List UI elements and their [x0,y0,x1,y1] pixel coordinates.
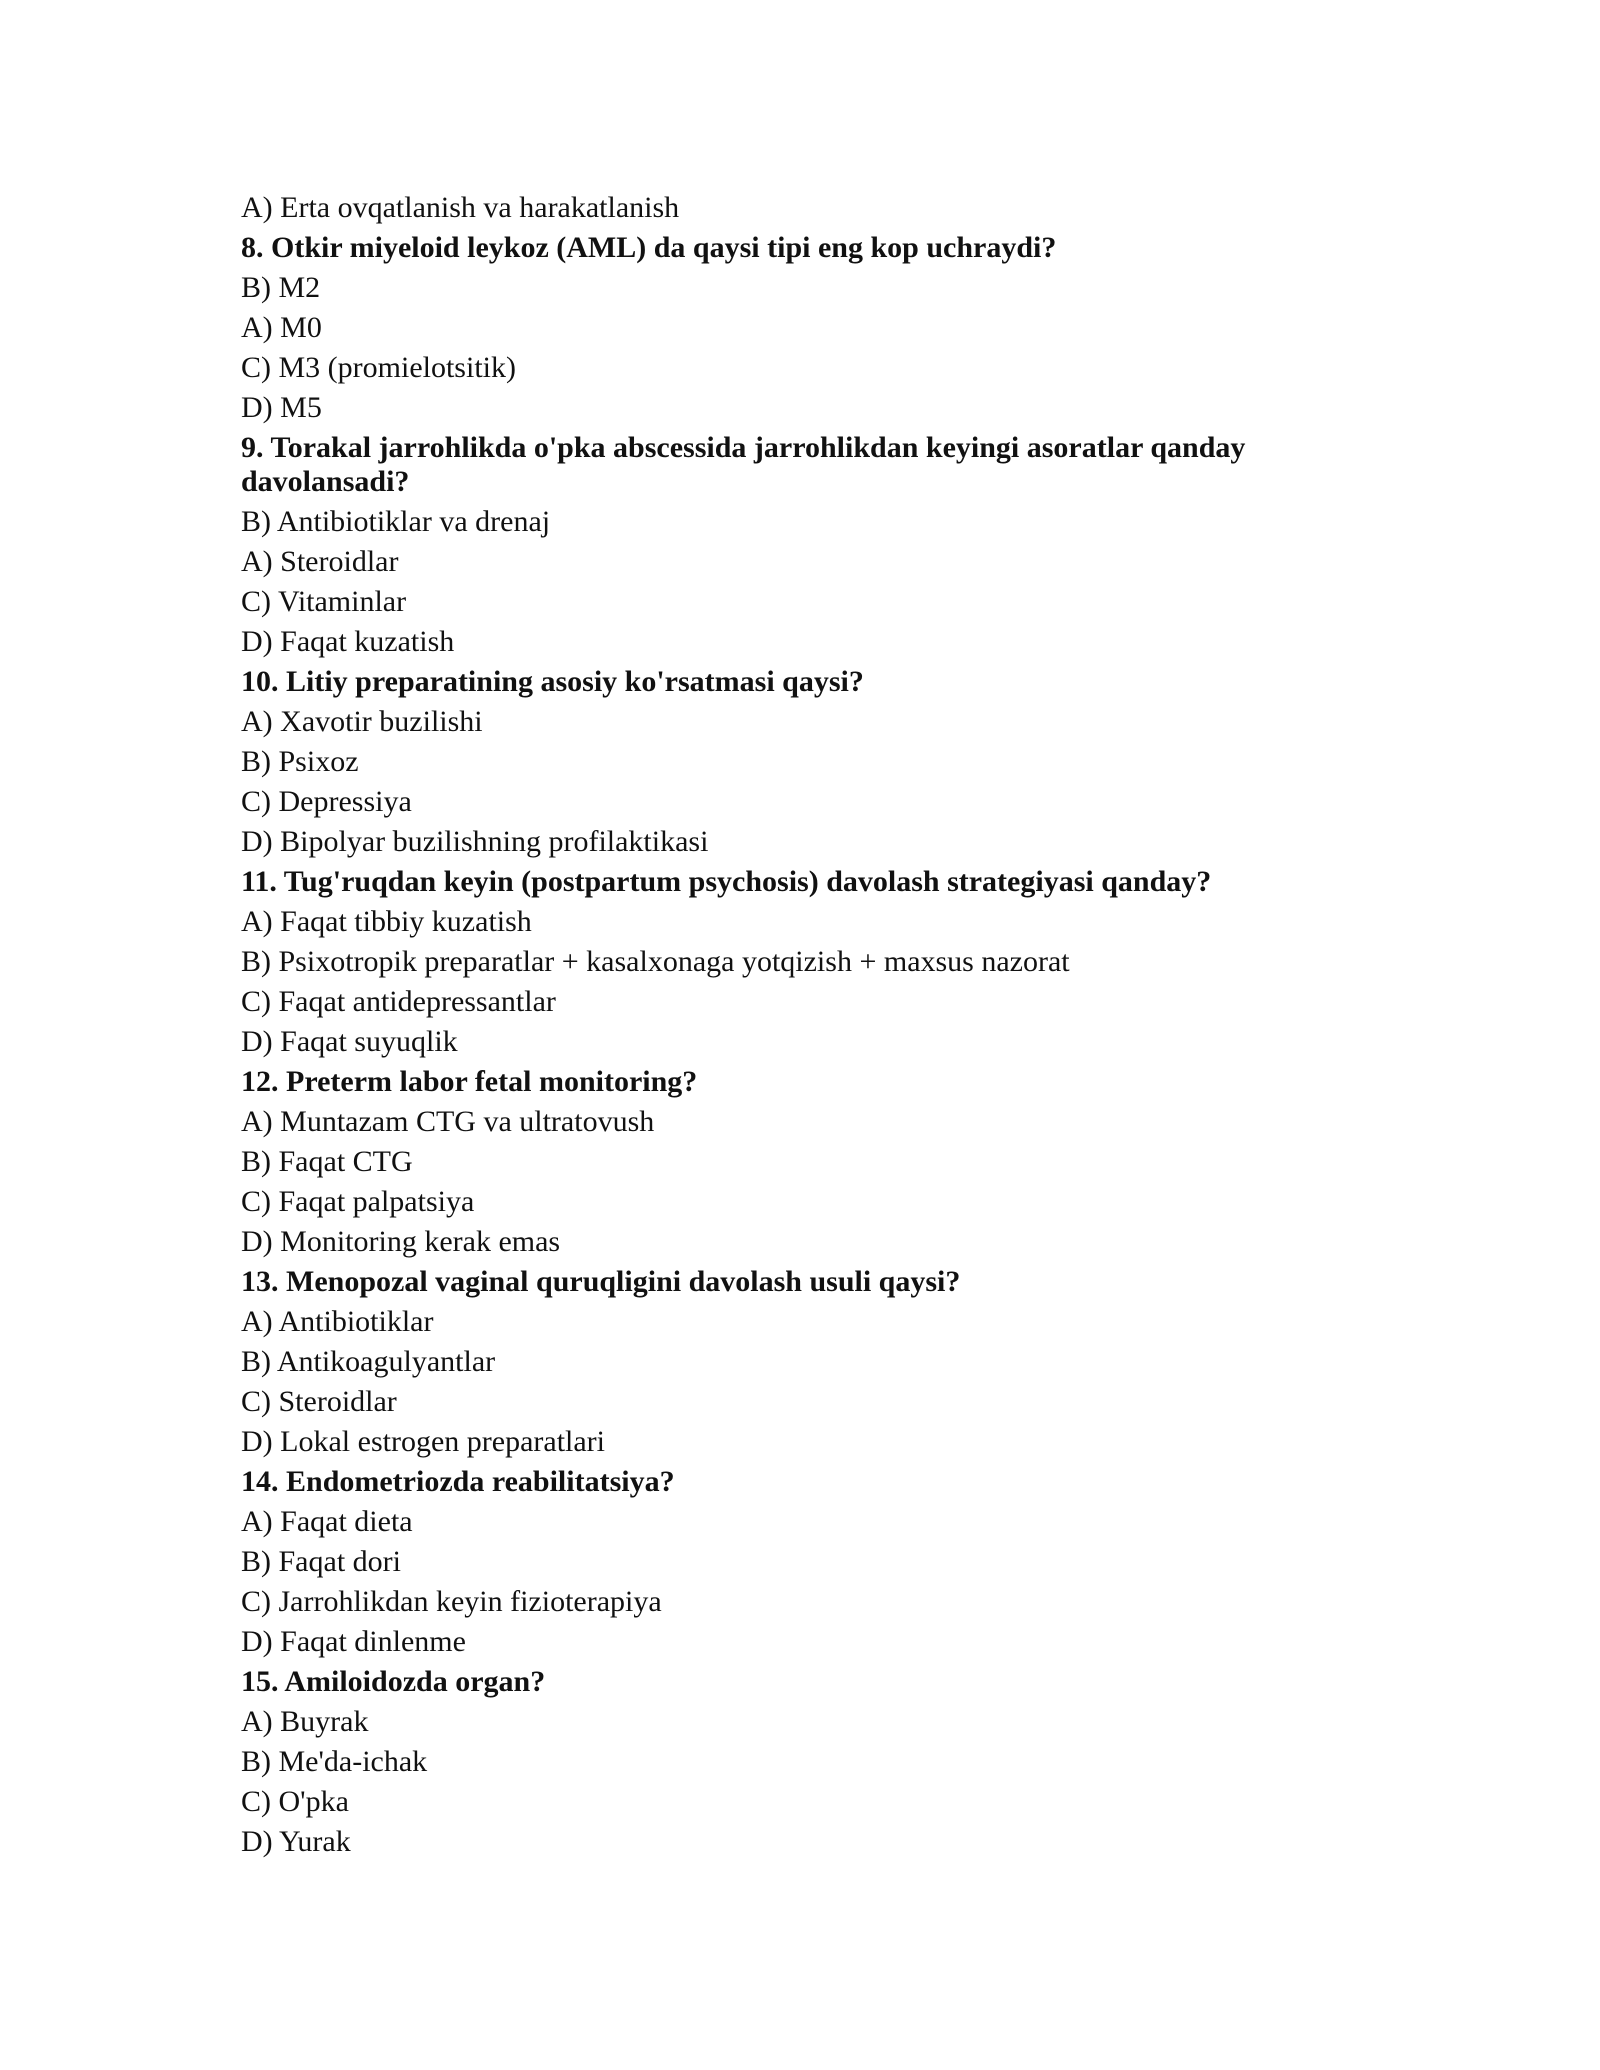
question-heading: 9. Torakal jarrohlikda o'pka abscessida jarrohlikdan keyingi asoratlar qanday davolansadi? [241,431,1246,498]
answer-option: C) M3 (promielotsitik) [241,351,516,384]
answer-option: A) Antibiotiklar [241,1305,434,1338]
answer-option: C) Steroidlar [241,1385,397,1418]
answer-option: B) Psixotropik preparatlar + kasalxonaga yotqizish + maxsus nazorat [241,945,1070,978]
answer-option: D) Monitoring kerak emas [241,1225,561,1258]
answer-option: C) Depressiya [241,785,412,818]
answer-option: A) Faqat tibbiy kuzatish [241,905,532,938]
answer-option: D) Lokal estrogen preparatlari [241,1425,605,1458]
answer-option: A) Xavotir buzilishi [241,705,483,738]
answer-option: B) Faqat CTG [241,1145,413,1178]
answer-option: B) Antikoagulyantlar [241,1345,496,1378]
question-heading: 15. Amiloidozda organ? [241,1665,546,1698]
answer-option: D) Yurak [241,1825,351,1858]
question-heading: 8. Otkir miyeloid leykoz (AML) da qaysi tipi eng kop uchraydi? [241,231,1057,264]
answer-option: B) Faqat dori [241,1545,401,1578]
answer-option: D) Faqat suyuqlik [241,1025,458,1058]
answer-option: C) Jarrohlikdan keyin fizioterapiya [241,1585,662,1618]
answer-option: A) Erta ovqatlanish va harakatlanish [241,191,680,224]
answer-option: C) Faqat palpatsiya [241,1185,475,1218]
answer-option: B) Psixoz [241,745,359,778]
question-heading: 11. Tug'ruqdan keyin (postpartum psychosis) davolash strategiyasi qanday? [241,865,1212,898]
question-heading: 10. Litiy preparatining asosiy ko'rsatmasi qaysi? [241,665,864,698]
answer-option: D) Faqat kuzatish [241,625,455,658]
question-heading: 12. Preterm labor fetal monitoring? [241,1065,698,1098]
answer-option: A) Steroidlar [241,545,399,578]
question-heading: 13. Menopozal vaginal quruqligini davolash usuli qaysi? [241,1265,961,1298]
question-heading: 14. Endometriozda reabilitatsiya? [241,1465,675,1498]
answer-option: B) Antibiotiklar va drenaj [241,505,551,538]
answer-option: D) Faqat dinlenme [241,1625,466,1658]
answer-option: C) O'pka [241,1785,349,1818]
answer-option: C) Faqat antidepressantlar [241,985,556,1018]
answer-option: A) M0 [241,311,322,344]
answer-option: C) Vitaminlar [241,585,407,618]
answer-option: D) Bipolyar buzilishning profilaktikasi [241,825,709,858]
quiz-content [241,188,1361,1862]
answer-option: B) M2 [241,271,321,304]
answer-option: A) Faqat dieta [241,1505,413,1538]
answer-option: B) Me'da-ichak [241,1745,428,1778]
answer-option: A) Muntazam CTG va ultratovush [241,1105,655,1138]
answer-option: A) Buyrak [241,1705,369,1738]
answer-option: D) M5 [241,391,322,424]
